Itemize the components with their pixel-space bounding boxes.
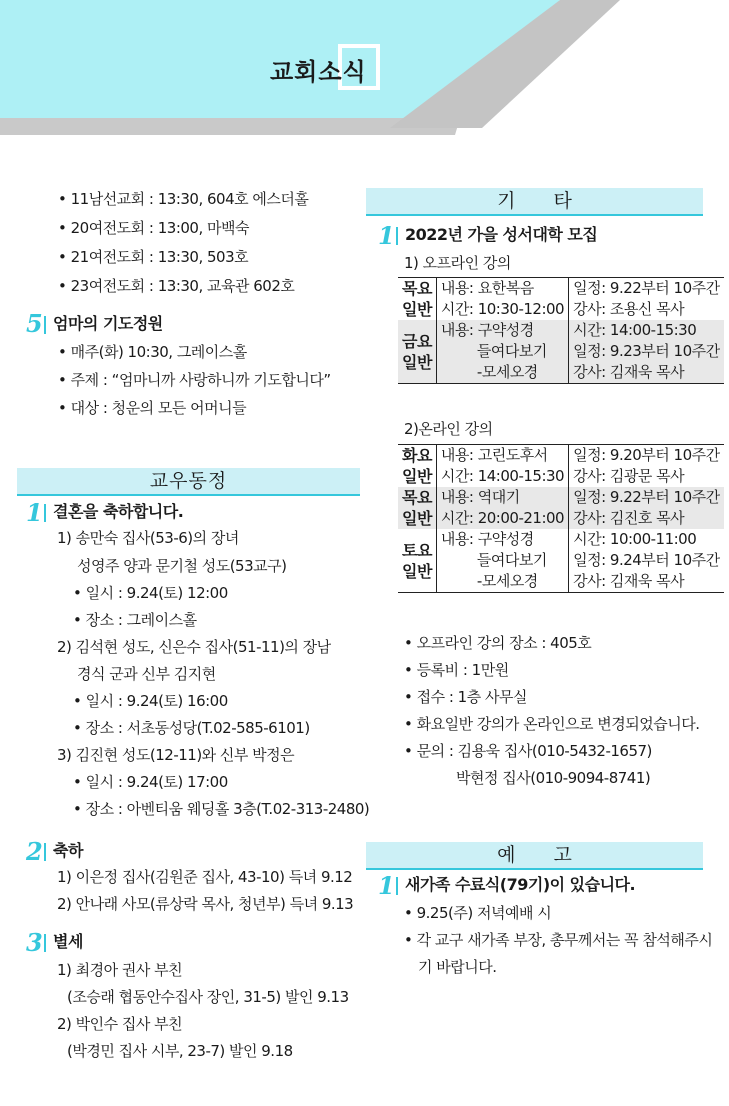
list-item: • 23여전도회 : 13:30, 교육관 602호 bbox=[58, 277, 295, 295]
list-item: • 장소 : 아벤티움 웨딩홀 3층(T.02-313-2480) bbox=[73, 800, 370, 818]
list-item: 1) 송만숙 집사(53-6)의 장녀 bbox=[57, 529, 239, 547]
band-underline bbox=[366, 214, 703, 216]
list-item: 2) 안나래 사모(류상락 목사, 청년부) 득녀 9.13 bbox=[57, 895, 354, 913]
section-title: 결혼을 축하합니다. bbox=[53, 502, 184, 521]
list-item: • 오프라인 강의 장소 : 405호 bbox=[404, 634, 592, 652]
section-band-gita: 기타 bbox=[366, 188, 703, 214]
band-underline bbox=[17, 494, 360, 496]
section-title: 엄마의 기도정원 bbox=[53, 314, 163, 333]
section-title: 별세 bbox=[53, 932, 83, 951]
section-number: 1 bbox=[378, 871, 395, 900]
section-number: 1 bbox=[26, 498, 43, 527]
list-item: 2) 김석현 성도, 신은수 집사(51-11)의 장남 bbox=[57, 638, 331, 656]
table-row bbox=[398, 529, 724, 593]
section-divider bbox=[44, 843, 46, 861]
day-cell: 목요 일반 bbox=[398, 487, 436, 529]
list-item: • 화요일반 강의가 온라인으로 변경되었습니다. bbox=[404, 715, 700, 733]
section-band-yego: 예고 bbox=[366, 842, 703, 868]
content-cell: 내용: 고린도후서 시간: 14:00-15:30 bbox=[436, 445, 568, 488]
online-schedule-table bbox=[398, 444, 724, 593]
list-item: • 장소 : 서초동성당(T.02-585-6101) bbox=[73, 719, 310, 737]
table-row bbox=[398, 278, 724, 321]
section-divider bbox=[44, 504, 46, 522]
list-item: • 일시 : 9.24(토) 16:00 bbox=[73, 692, 228, 710]
section-number: 3 bbox=[26, 928, 43, 957]
list-item: • 장소 : 그레이스홀 bbox=[73, 611, 197, 629]
list-item: 박현정 집사(010-9094-8741) bbox=[456, 769, 651, 787]
section-divider bbox=[44, 934, 46, 952]
section-divider bbox=[396, 227, 398, 245]
section-band-gyowoo: 교우동정 bbox=[17, 468, 360, 494]
list-item: • 일시 : 9.24(토) 17:00 bbox=[73, 773, 228, 791]
table-row bbox=[398, 445, 724, 488]
list-item: • 21여전도회 : 13:30, 503호 bbox=[58, 248, 249, 266]
list-item: • 일시 : 9.24(토) 12:00 bbox=[73, 584, 228, 602]
schedule-cell: 일정: 9.22부터 10주간 강사: 김진호 목사 bbox=[569, 487, 724, 529]
subsection-label: 1) 오프라인 강의 bbox=[404, 254, 511, 272]
list-item: 2) 박인수 집사 부친 bbox=[57, 1015, 183, 1033]
list-item: • 20여전도회 : 13:00, 마백숙 bbox=[58, 219, 249, 237]
list-item: 경식 군과 신부 김지현 bbox=[77, 665, 216, 683]
section-title: 축하 bbox=[53, 841, 83, 860]
content-cell: 내용: 구약성경 들여다보기 -모세오경 bbox=[436, 320, 568, 384]
band-underline bbox=[366, 868, 703, 870]
section-number: 5 bbox=[26, 309, 43, 338]
list-item: 3) 김진현 성도(12-11)와 신부 박정은 bbox=[57, 746, 295, 764]
day-cell: 금요 일반 bbox=[398, 320, 436, 384]
list-item: 성영주 양과 문기철 성도(53교구) bbox=[77, 557, 287, 575]
content-cell: 내용: 역대기 시간: 20:00-21:00 bbox=[436, 487, 568, 529]
section-divider bbox=[396, 877, 398, 895]
schedule-cell: 일정: 9.20부터 10주간 강사: 김광문 목사 bbox=[569, 445, 724, 488]
section-number: 2 bbox=[26, 837, 43, 866]
list-item: 1) 최경아 권사 부친 bbox=[57, 961, 183, 979]
day-cell: 토요 일반 bbox=[398, 529, 436, 593]
list-item: • 접수 : 1층 사무실 bbox=[404, 688, 527, 706]
list-item: • 각 교구 새가족 부장, 총무께서는 꼭 참석해주시 bbox=[404, 931, 713, 949]
schedule-cell: 시간: 14:00-15:30 일정: 9.23부터 10주간 강사: 김재욱 목사 bbox=[569, 320, 724, 384]
content-cell: 내용: 구약성경 들여다보기 -모세오경 bbox=[436, 529, 568, 593]
schedule-cell: 일정: 9.22부터 10주간 강사: 조용신 목사 bbox=[569, 278, 724, 321]
offline-schedule-table bbox=[398, 277, 724, 384]
day-cell: 화요 일반 bbox=[398, 445, 436, 488]
section-title: 새가족 수료식(79기)이 있습니다. bbox=[405, 875, 636, 894]
list-item: (조승래 협동안수집사 장인, 31-5) 발인 9.13 bbox=[67, 988, 349, 1006]
list-item: 기 바랍니다. bbox=[418, 958, 497, 976]
list-item: • 9.25(주) 저녁예배 시 bbox=[404, 904, 552, 922]
list-item: (박경민 집사 시부, 23-7) 발인 9.18 bbox=[67, 1042, 293, 1060]
list-item: • 대상 : 청운의 모든 어머니들 bbox=[58, 399, 247, 417]
list-item: • 11남선교회 : 13:30, 604호 에스더홀 bbox=[58, 190, 309, 208]
table-row bbox=[398, 487, 724, 529]
list-item: • 주제 : “엄마니까 사랑하니까 기도합니다” bbox=[58, 371, 331, 389]
list-item: • 매주(화) 10:30, 그레이스홀 bbox=[58, 343, 247, 361]
table-row bbox=[398, 320, 724, 384]
page-title: 교회소식 bbox=[270, 58, 367, 86]
list-item: • 문의 : 김용욱 집사(010-5432-1657) bbox=[404, 742, 652, 760]
list-item: • 등록비 : 1만원 bbox=[404, 661, 509, 679]
subsection-label: 2)온라인 강의 bbox=[404, 420, 493, 438]
content-cell: 내용: 요한복음 시간: 10:30-12:00 bbox=[436, 278, 568, 321]
section-title: 2022년 가을 성서대학 모집 bbox=[405, 225, 598, 244]
list-item: 1) 이은정 집사(김원준 집사, 43-10) 득녀 9.12 bbox=[57, 868, 353, 886]
schedule-cell: 시간: 10:00-11:00 일정: 9.24부터 10주간 강사: 김재욱 목사 bbox=[573, 530, 720, 590]
day-cell: 목요 일반 bbox=[398, 278, 436, 321]
section-divider bbox=[44, 316, 46, 334]
section-number: 1 bbox=[378, 221, 395, 250]
